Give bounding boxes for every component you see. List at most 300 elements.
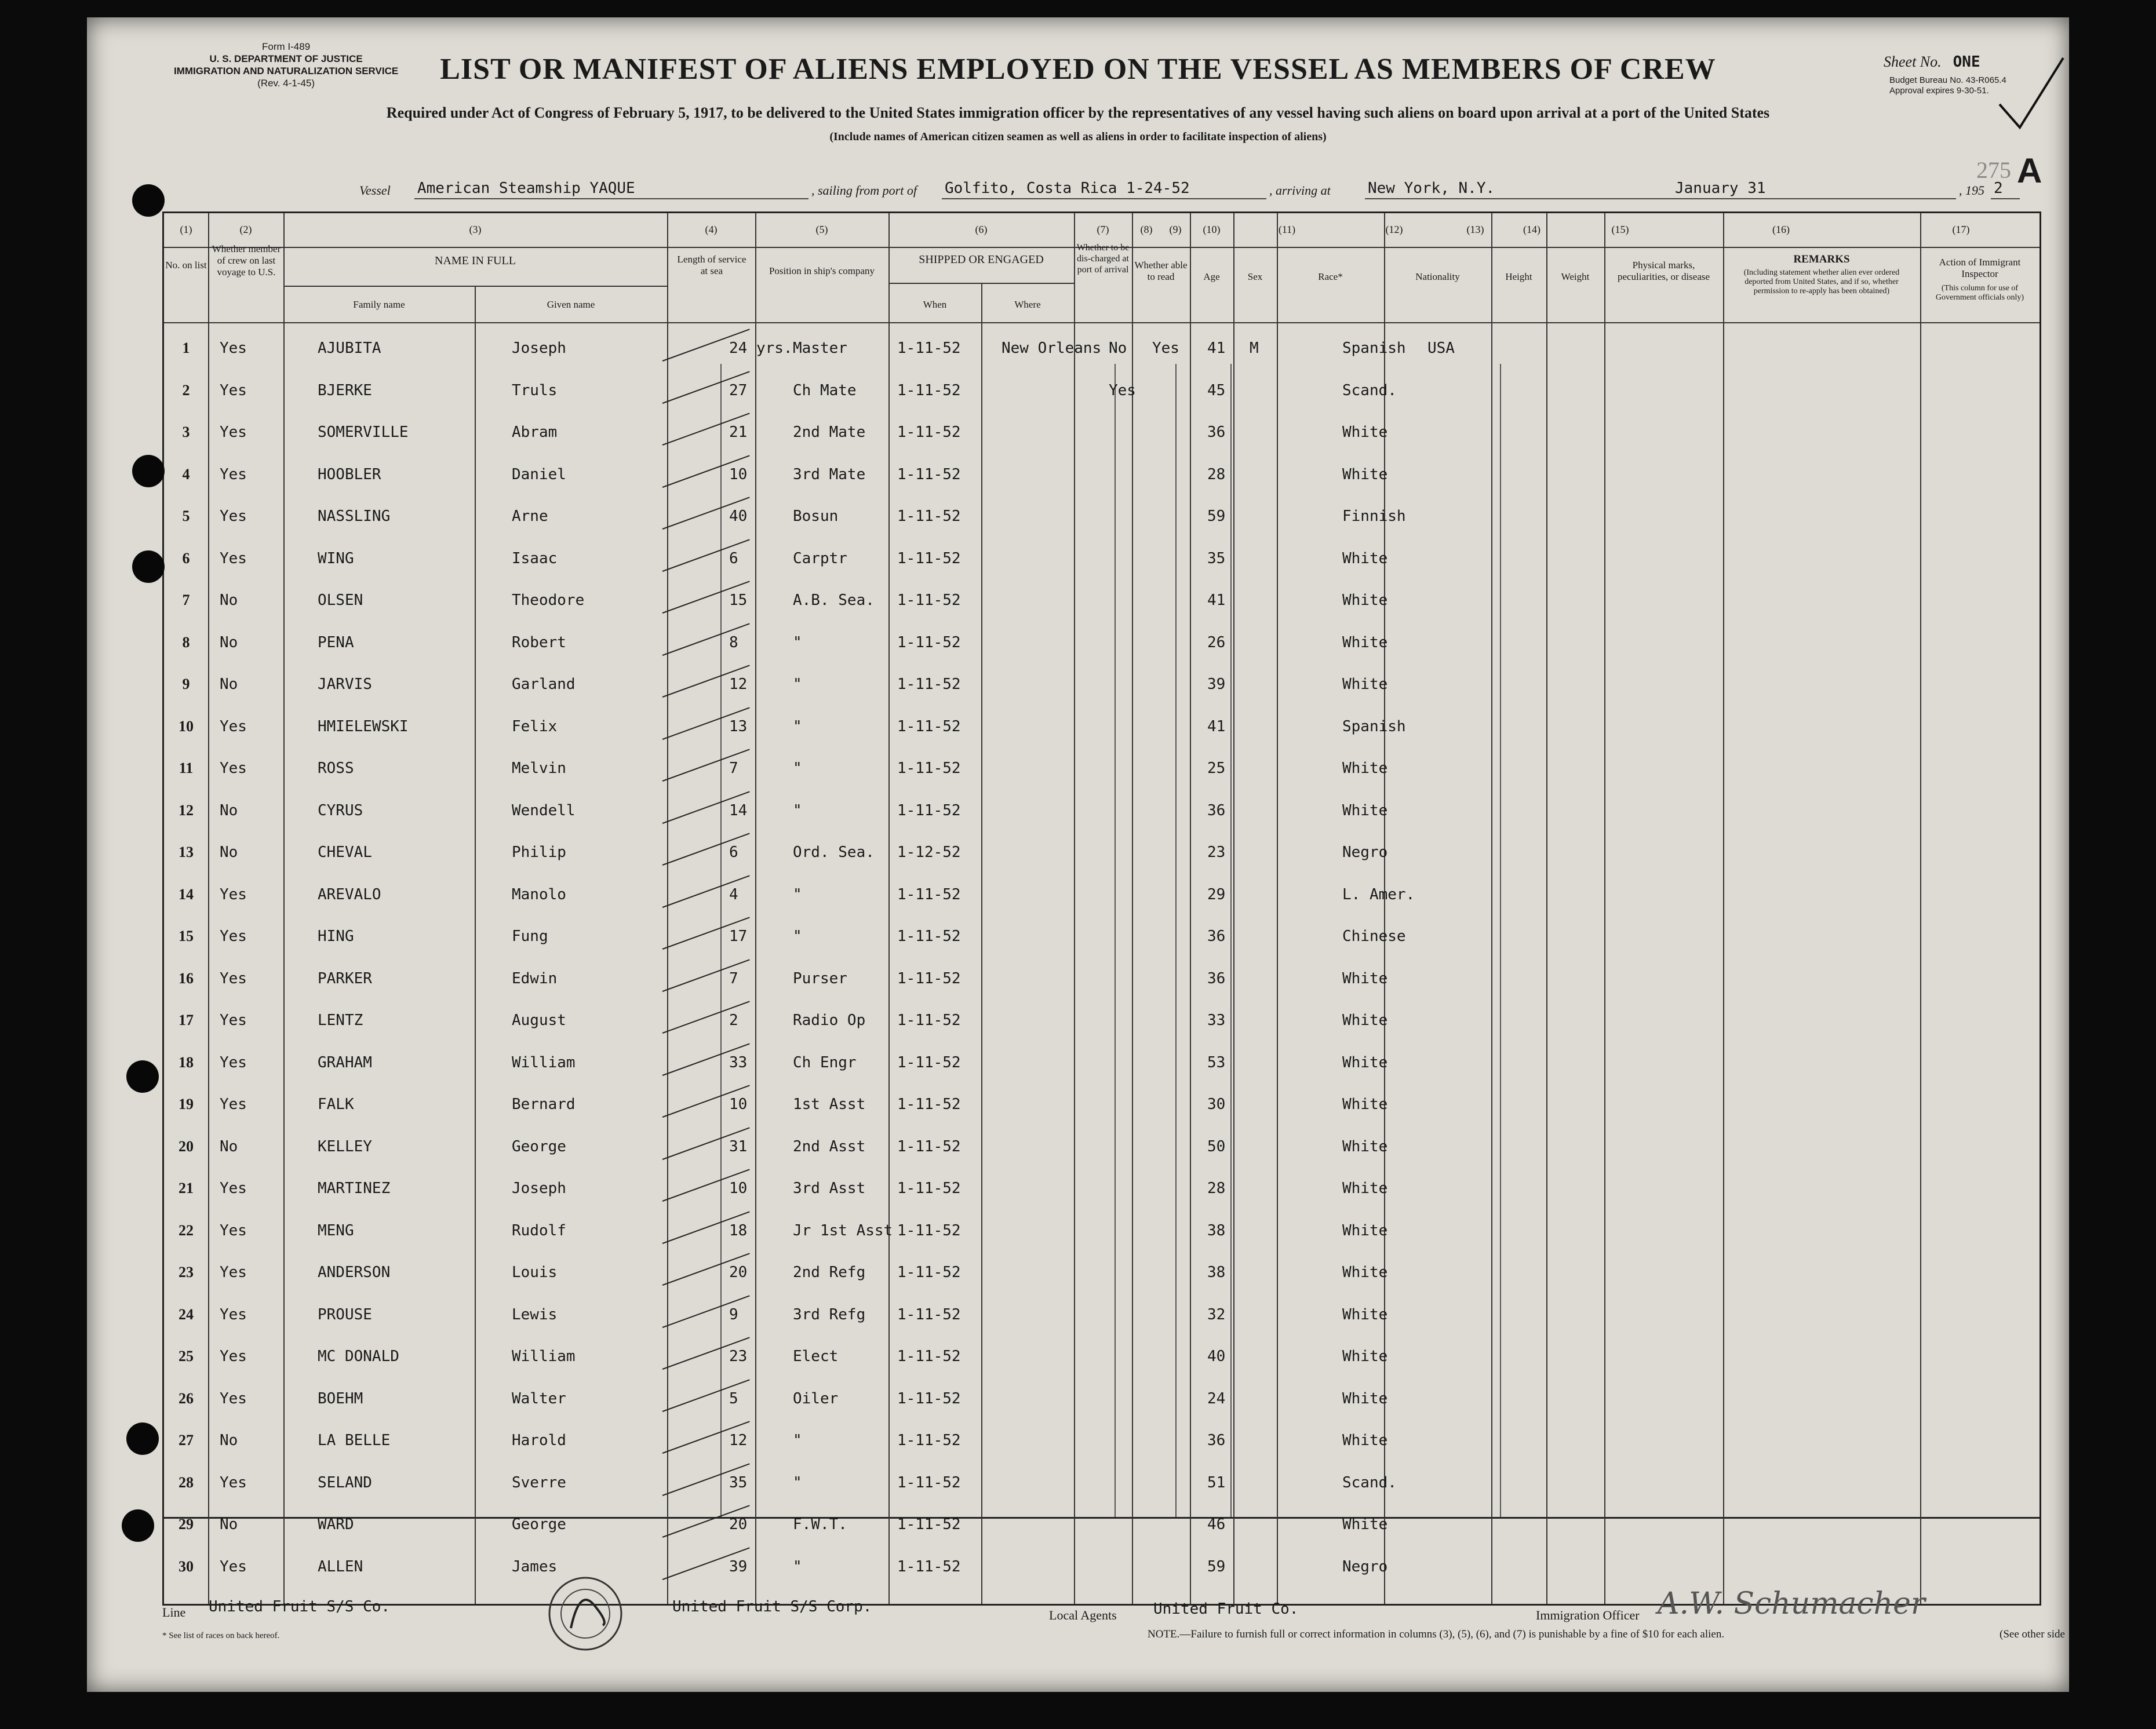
cell-given-name: Wendell <box>512 801 576 819</box>
cell-row-number: 10 <box>179 717 194 735</box>
header-physical-marks: Physical marks, peculiarities, or disease <box>1617 260 1710 282</box>
cell-race: Spanish <box>1342 340 1406 357</box>
cell-row-number: 24 <box>179 1305 194 1323</box>
cell-race: Negro <box>1342 1557 1388 1575</box>
cell-position: Elect <box>793 1348 839 1365</box>
cell-age: 36 <box>1207 424 1226 441</box>
cell-race: White <box>1342 549 1388 567</box>
cell-age: 35 <box>1207 549 1226 567</box>
cell-member-last-voyage: Yes <box>220 760 247 777</box>
table-row <box>164 495 2040 537</box>
table-row <box>164 579 2040 621</box>
cell-shipped-when: 1-11-52 <box>897 1096 961 1113</box>
table-row <box>164 1545 2040 1587</box>
cell-race: White <box>1342 1180 1388 1197</box>
cell-length-of-service: 35 <box>729 1473 748 1491</box>
table-row <box>164 1125 2040 1167</box>
table-row <box>164 831 2040 873</box>
cell-age: 28 <box>1207 465 1226 483</box>
cell-race: White <box>1342 1264 1388 1281</box>
cell-member-last-voyage: Yes <box>220 1053 247 1071</box>
cell-position: " <box>793 760 802 777</box>
cell-position: 1st Asst <box>793 1096 866 1113</box>
cell-age: 29 <box>1207 885 1226 903</box>
cell-age: 59 <box>1207 508 1226 525</box>
header-action-sub: (This column for use of Government officials only) <box>1935 284 2024 302</box>
cell-family-name: LA BELLE <box>318 1432 391 1449</box>
cell-member-last-voyage: Yes <box>220 1264 247 1281</box>
cell-shipped-when: 1-11-52 <box>897 1180 961 1197</box>
cell-member-last-voyage: Yes <box>220 1305 247 1323</box>
cell-race: White <box>1342 1221 1388 1239</box>
cell-shipped-when: 1-11-52 <box>897 1557 961 1575</box>
table-row <box>164 1461 2040 1503</box>
cell-row-number: 6 <box>182 549 190 567</box>
officer-signature: A.W. Schumacher <box>1658 1586 1925 1621</box>
cell-shipped-when: 1-11-52 <box>897 801 961 819</box>
cell-row-number: 2 <box>182 381 190 399</box>
form-id-line: (Rev. 4-1-45) <box>257 78 315 89</box>
cell-length-of-service: 31 <box>729 1137 748 1155</box>
table-row <box>164 873 2040 915</box>
cell-given-name: Robert <box>512 633 566 651</box>
cell-position: 3rd Refg <box>793 1305 866 1323</box>
cell-row-number: 16 <box>179 969 194 987</box>
cell-age: 41 <box>1207 592 1226 609</box>
col-number: (7) <box>1097 224 1109 235</box>
cell-family-name: ANDERSON <box>318 1264 391 1281</box>
cell-member-last-voyage: No <box>220 1516 238 1533</box>
cell-family-name: ALLEN <box>318 1557 363 1575</box>
cell-row-number: 7 <box>182 592 190 608</box>
cell-length-of-service: 20 <box>729 1516 748 1533</box>
arriving-label: , arriving at <box>1269 183 1331 198</box>
cell-family-name: BOEHM <box>318 1389 363 1407</box>
table-row <box>164 537 2040 579</box>
cell-age: 24 <box>1207 1389 1226 1407</box>
cell-row-number: 15 <box>179 928 194 944</box>
cell-family-name: MENG <box>318 1221 354 1239</box>
cell-shipped-when: 1-11-52 <box>897 1348 961 1365</box>
cell-member-last-voyage: Yes <box>220 1348 247 1365</box>
header-action-inspector: Action of Immigrant Inspector <box>1939 257 2021 279</box>
vessel-value: American Steamship YAQUE <box>417 180 635 197</box>
cell-member-last-voyage: Yes <box>220 381 247 399</box>
cell-row-number: 25 <box>179 1348 194 1365</box>
header-length-service: Length of service at sea <box>677 254 746 276</box>
cell-family-name: CYRUS <box>318 801 363 819</box>
cell-row-number: 21 <box>179 1180 194 1197</box>
cell-shipped-when: 1-11-52 <box>897 592 961 609</box>
header-age: Age <box>1203 271 1220 282</box>
cell-family-name: SOMERVILLE <box>318 424 409 441</box>
cell-row-number: 14 <box>179 885 194 903</box>
header-discharged: Whether to be dis-charged at port of arrival <box>1076 243 1130 275</box>
cell-given-name: Theodore <box>512 592 585 609</box>
col-number: (10) <box>1203 224 1221 235</box>
cell-race: White <box>1342 1389 1388 1407</box>
cell-race: White <box>1342 1516 1388 1533</box>
header-height: Height <box>1505 271 1532 282</box>
cell-length-of-service: 39 <box>729 1557 748 1575</box>
cell-row-number: 27 <box>179 1432 194 1449</box>
cell-age: 41 <box>1207 340 1226 357</box>
cell-race: White <box>1342 465 1388 483</box>
cell-race: Finnish <box>1342 508 1406 525</box>
table-row <box>164 1503 2040 1545</box>
cell-age: 36 <box>1207 1432 1226 1449</box>
header-where: Where <box>1014 299 1041 310</box>
cell-position: " <box>793 1473 802 1491</box>
cell-member-last-voyage: Yes <box>220 1221 247 1239</box>
header-race: Race* <box>1318 271 1343 282</box>
cell-shipped-when: 1-11-52 <box>897 717 961 735</box>
table-row <box>164 915 2040 957</box>
cell-row-number: 4 <box>182 465 190 483</box>
cell-member-last-voyage: No <box>220 676 238 693</box>
cell-member-last-voyage: Yes <box>220 885 247 903</box>
cell-age: 41 <box>1207 717 1226 735</box>
cell-member-last-voyage: No <box>220 1137 238 1155</box>
sheet-number-label: Sheet No. <box>1884 53 1942 70</box>
cell-length-of-service: 10 <box>729 1096 748 1113</box>
cell-family-name: SELAND <box>318 1473 372 1491</box>
cell-member-last-voyage: Yes <box>220 340 247 357</box>
agents-value: United Fruit Co. <box>1153 1600 1299 1618</box>
line-value: United Fruit S/S Co. <box>209 1598 391 1615</box>
cell-given-name: Fung <box>512 928 548 945</box>
cell-discharged: Yes <box>1109 381 1136 399</box>
cell-member-last-voyage: Yes <box>220 1012 247 1029</box>
required-statement: Required under Act of Congress of February 5, 1917, to be delivered to the United States immigration officer by the representatives of any vessel having such aliens on board upon arrival at a port of the United States <box>386 104 1770 121</box>
cell-discharged: No <box>1109 340 1127 357</box>
cell-member-last-voyage: Yes <box>220 717 247 735</box>
cell-family-name: WARD <box>318 1516 354 1533</box>
cell-length-of-service: 12 <box>729 1432 748 1449</box>
cell-member-last-voyage: No <box>220 1432 238 1449</box>
cell-position: 2nd Refg <box>793 1264 866 1281</box>
cell-shipped-when: 1-11-52 <box>897 381 961 399</box>
punch-hole <box>132 550 165 583</box>
cell-family-name: GRAHAM <box>318 1053 372 1071</box>
header-remarks-sub: (Including statement whether alien ever ordered deported from United States, and if so, whether permission to re-apply has been obtained) <box>1743 268 1900 296</box>
cell-family-name: AREVALO <box>318 885 381 903</box>
cell-position: A.B. Sea. <box>793 592 875 609</box>
cell-family-name: HOOBLER <box>318 465 381 483</box>
col-number: (8) <box>1140 224 1153 235</box>
cell-age: 53 <box>1207 1053 1226 1071</box>
table-row <box>164 411 2040 453</box>
cell-given-name: Walter <box>512 1389 566 1407</box>
cell-row-number: 23 <box>179 1264 194 1281</box>
table-row <box>164 621 2040 663</box>
cell-length-of-service: 5 <box>729 1389 738 1407</box>
cell-length-of-service: 17 <box>729 928 748 945</box>
col-number: (14) <box>1523 224 1540 235</box>
col-number: (3) <box>469 224 482 235</box>
table-row <box>164 747 2040 789</box>
cell-member-last-voyage: No <box>220 633 238 651</box>
cell-race: White <box>1342 633 1388 651</box>
cell-position: 2nd Asst <box>793 1137 866 1155</box>
table-row <box>164 453 2040 495</box>
cell-race: Scand. <box>1342 381 1397 399</box>
cell-family-name: HING <box>318 928 354 945</box>
cell-given-name: Louis <box>512 1264 558 1281</box>
col-number: (1) <box>180 224 192 235</box>
table-row <box>164 1335 2040 1377</box>
table-row <box>164 1209 2040 1251</box>
cell-length-of-service: 13 <box>729 717 748 735</box>
cell-member-last-voyage: Yes <box>220 465 247 483</box>
cell-given-name: Bernard <box>512 1096 576 1113</box>
col-number: (4) <box>705 224 718 235</box>
cell-length-of-service: 2 <box>729 1012 738 1029</box>
cell-row-number: 19 <box>179 1096 194 1112</box>
cell-length-of-service: 40 <box>729 508 748 525</box>
cell-length-of-service: 23 <box>729 1348 748 1365</box>
fine-note: NOTE.—Failure to furnish full or correct information in columns (3), (5), (6), and (7) is punishable by a fine of $10 for each alien. <box>1148 1628 1725 1640</box>
cell-member-last-voyage: Yes <box>220 1389 247 1407</box>
crew-table <box>162 211 2041 1606</box>
cell-length-of-service: 7 <box>729 760 738 777</box>
cell-able-to-read: Yes <box>1152 340 1179 357</box>
table-row <box>164 663 2040 705</box>
cell-shipped-when: 1-11-52 <box>897 424 961 441</box>
cell-position: 3rd Mate <box>793 465 866 483</box>
cell-given-name: George <box>512 1137 566 1155</box>
cell-shipped-when: 1-11-52 <box>897 1473 961 1491</box>
cell-family-name: ROSS <box>318 760 354 777</box>
cell-shipped-when: 1-11-52 <box>897 928 961 945</box>
punch-hole <box>126 1060 159 1093</box>
cell-shipped-when: 1-11-52 <box>897 1137 961 1155</box>
cell-shipped-when: 1-11-52 <box>897 633 961 651</box>
table-row <box>164 1041 2040 1083</box>
cell-shipped-when: 1-11-52 <box>897 760 961 777</box>
year-value: 2 <box>1994 180 2003 197</box>
cell-shipped-where: New Orleans <box>1001 340 1102 357</box>
cell-shipped-when: 1-11-52 <box>897 885 961 903</box>
sailing-value: Golfito, Costa Rica 1-24-52 <box>945 180 1190 197</box>
cell-shipped-when: 1-11-52 <box>897 465 961 483</box>
cell-length-of-service: 24 yrs. <box>729 340 793 357</box>
cell-age: 25 <box>1207 760 1226 777</box>
cell-age: 39 <box>1207 676 1226 693</box>
cell-shipped-when: 1-11-52 <box>897 549 961 567</box>
form-id-line: U. S. DEPARTMENT OF JUSTICE <box>209 53 363 64</box>
cell-length-of-service: 7 <box>729 969 738 987</box>
cell-position: Carptr <box>793 549 847 567</box>
cell-race: White <box>1342 1432 1388 1449</box>
cell-shipped-when: 1-11-52 <box>897 1432 961 1449</box>
cell-shipped-when: 1-11-52 <box>897 1053 961 1071</box>
cell-race: White <box>1342 1053 1388 1071</box>
cell-family-name: WING <box>318 549 354 567</box>
agents-label: Local Agents <box>1049 1608 1117 1622</box>
header-weight: Weight <box>1561 271 1590 282</box>
table-row <box>164 705 2040 747</box>
cell-family-name: MARTINEZ <box>318 1180 391 1197</box>
arrival-date: January 31 <box>1675 180 1766 197</box>
cell-given-name: Edwin <box>512 969 558 987</box>
cell-length-of-service: 20 <box>729 1264 748 1281</box>
cell-family-name: AJUBITA <box>318 340 381 357</box>
cell-position: 3rd Asst <box>793 1180 866 1197</box>
cell-given-name: Felix <box>512 717 558 735</box>
cell-member-last-voyage: No <box>220 592 238 609</box>
cell-member-last-voyage: Yes <box>220 1557 247 1575</box>
cell-given-name: Philip <box>512 844 566 861</box>
table-row <box>164 1083 2040 1125</box>
cell-race: Chinese <box>1342 928 1406 945</box>
cell-given-name: Manolo <box>512 885 566 903</box>
cell-position: " <box>793 1557 802 1575</box>
col-number: (5) <box>815 224 828 235</box>
cell-member-last-voyage: No <box>220 844 238 861</box>
cell-length-of-service: 4 <box>729 885 738 903</box>
header-shipped-engaged: SHIPPED OR ENGAGED <box>919 253 1044 266</box>
cell-race: White <box>1342 1012 1388 1029</box>
cell-row-number: 8 <box>182 633 190 651</box>
budget-bureau <box>1889 75 2006 96</box>
cell-given-name: Abram <box>512 424 558 441</box>
cell-member-last-voyage: Yes <box>220 549 247 567</box>
col-number: (15) <box>1611 224 1629 235</box>
cell-length-of-service: 14 <box>729 801 748 819</box>
see-other-side: (See other side <box>2000 1628 2065 1640</box>
cell-given-name: Lewis <box>512 1305 558 1323</box>
cell-member-last-voyage: Yes <box>220 969 247 987</box>
cell-family-name: BJERKE <box>318 381 372 399</box>
cell-age: 38 <box>1207 1221 1226 1239</box>
cell-family-name: LENTZ <box>318 1012 363 1029</box>
cell-length-of-service: 21 <box>729 424 748 441</box>
cell-given-name: Truls <box>512 381 558 399</box>
cell-given-name: James <box>512 1557 558 1575</box>
cell-race: Spanish <box>1342 717 1406 735</box>
col-number: (9) <box>1169 224 1182 235</box>
cell-shipped-when: 1-11-52 <box>897 969 961 987</box>
cell-given-name: George <box>512 1516 566 1533</box>
cell-position: F.W.T. <box>793 1516 847 1533</box>
cell-row-number: 22 <box>179 1221 194 1239</box>
header-member-last-voyage: Whether member of crew on last voyage to U.S. <box>212 243 281 278</box>
stamp-letter: A <box>2017 151 2042 190</box>
cell-race: Negro <box>1342 844 1388 861</box>
cell-age: 36 <box>1207 801 1226 819</box>
cell-given-name: Daniel <box>512 465 566 483</box>
cell-shipped-when: 1-11-52 <box>897 1264 961 1281</box>
cell-race: White <box>1342 1348 1388 1365</box>
col-number: (13) <box>1466 224 1484 235</box>
cell-age: 28 <box>1207 1180 1226 1197</box>
cell-sex: M <box>1250 340 1259 357</box>
cell-row-number: 28 <box>179 1473 194 1491</box>
races-note: * See list of races on back hereof. <box>162 1631 280 1640</box>
cell-position: Master <box>793 340 847 357</box>
cell-given-name: Garland <box>512 676 576 693</box>
cell-age: 26 <box>1207 633 1226 651</box>
punch-hole <box>132 184 165 217</box>
table-row <box>164 1293 2040 1335</box>
cell-position: " <box>793 633 802 651</box>
cell-row-number: 26 <box>179 1389 194 1407</box>
cell-shipped-when: 1-11-52 <box>897 676 961 693</box>
col-number: (6) <box>975 224 988 235</box>
cell-member-last-voyage: Yes <box>220 928 247 945</box>
header-no-on-list: No. on list <box>165 260 207 271</box>
cell-race: White <box>1342 676 1388 693</box>
cell-race: Scand. <box>1342 1473 1397 1491</box>
cell-shipped-when: 1-11-52 <box>897 1389 961 1407</box>
cell-row-number: 9 <box>182 676 190 692</box>
cell-length-of-service: 18 <box>729 1221 748 1239</box>
cell-age: 36 <box>1207 928 1226 945</box>
cell-race: White <box>1342 801 1388 819</box>
punch-hole <box>126 1422 159 1455</box>
cell-row-number: 1 <box>182 340 190 356</box>
cell-row-number: 5 <box>182 508 190 524</box>
cell-position: " <box>793 676 802 693</box>
cell-age: 45 <box>1207 381 1226 399</box>
cell-position: " <box>793 885 802 903</box>
cell-position: Purser <box>793 969 847 987</box>
cell-race: White <box>1342 760 1388 777</box>
cell-length-of-service: 6 <box>729 844 738 861</box>
header-when: When <box>923 299 947 310</box>
cell-given-name: Isaac <box>512 549 558 567</box>
cell-family-name: MC DONALD <box>318 1348 399 1365</box>
cell-age: 46 <box>1207 1516 1226 1533</box>
cell-member-last-voyage: Yes <box>220 508 247 525</box>
cell-race: L. Amer. <box>1342 885 1415 903</box>
col-number: (17) <box>1952 224 1970 235</box>
cell-family-name: PENA <box>318 633 354 651</box>
cell-race: White <box>1342 969 1388 987</box>
officer-label: Immigration Officer <box>1536 1608 1640 1622</box>
cell-given-name: William <box>512 1348 576 1365</box>
cell-family-name: CHEVAL <box>318 844 372 861</box>
cell-age: 36 <box>1207 969 1226 987</box>
cell-position: Ord. Sea. <box>793 844 875 861</box>
vessel-line <box>87 178 2069 202</box>
punch-hole <box>132 455 165 487</box>
cell-race: White <box>1342 1137 1388 1155</box>
cell-length-of-service: 9 <box>729 1305 738 1323</box>
form-id-line: Form I-489 <box>262 41 311 52</box>
cell-shipped-when: 1-11-52 <box>897 1305 961 1323</box>
cell-family-name: OLSEN <box>318 592 363 609</box>
cell-position: 2nd Mate <box>793 424 866 441</box>
table-row <box>164 999 2040 1041</box>
cell-member-last-voyage: Yes <box>220 1096 247 1113</box>
table-row <box>164 957 2040 999</box>
cell-row-number: 30 <box>179 1557 194 1575</box>
cell-shipped-when: 1-11-52 <box>897 1012 961 1029</box>
header-given-name: Given name <box>547 299 595 310</box>
cell-family-name: PARKER <box>318 969 372 987</box>
cell-shipped-when: 1-11-52 <box>897 340 961 357</box>
cell-age: 51 <box>1207 1473 1226 1491</box>
cell-member-last-voyage: No <box>220 801 238 819</box>
col-number: (2) <box>239 224 252 235</box>
year-label: , 195 <box>1959 183 1984 198</box>
manifest-sheet <box>87 17 2069 1692</box>
cell-nationality: USA <box>1427 340 1455 357</box>
cell-member-last-voyage: Yes <box>220 424 247 441</box>
cell-row-number: 11 <box>179 760 194 776</box>
